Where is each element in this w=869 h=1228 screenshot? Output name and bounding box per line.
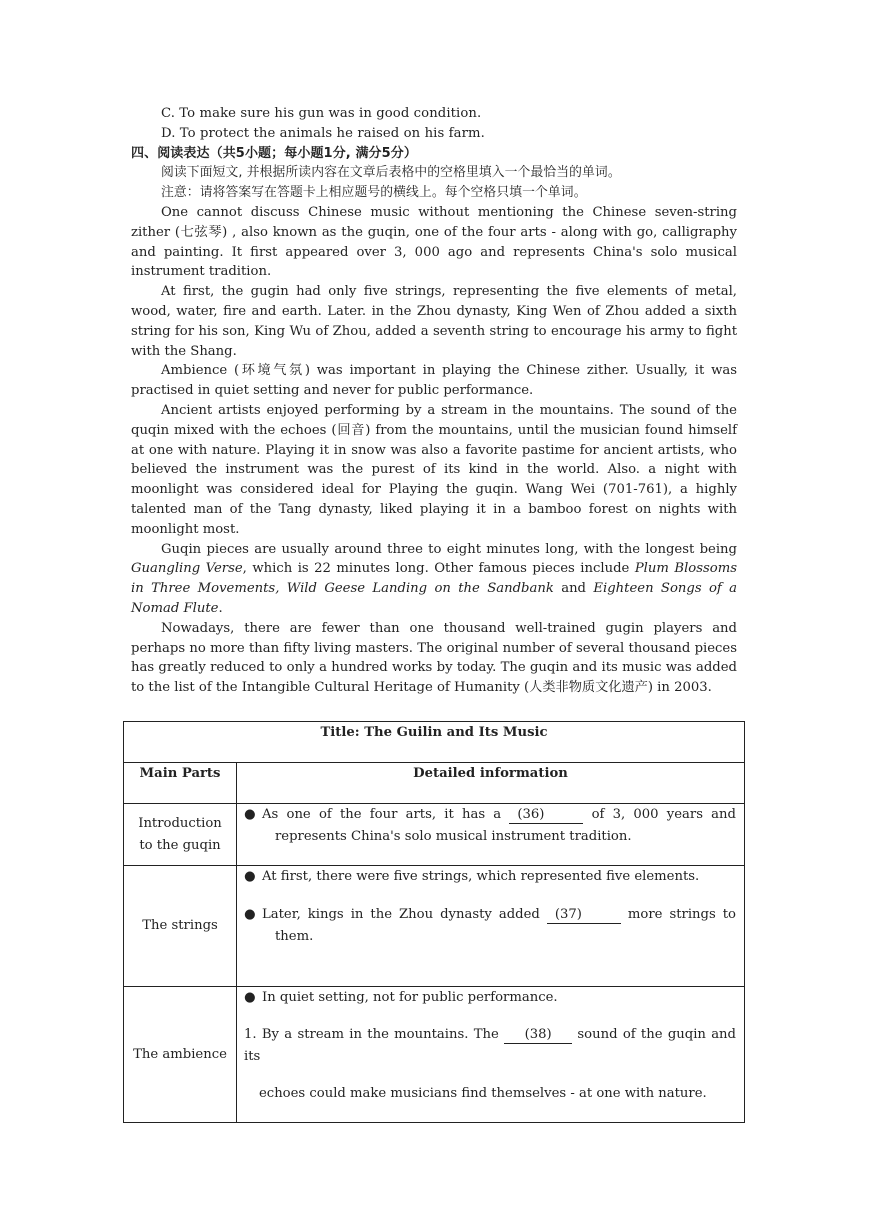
bullet-icon: ● [244, 869, 256, 884]
column-header-main-parts: Main Parts [124, 763, 237, 804]
table-row [124, 866, 745, 987]
document-page [131, 104, 737, 698]
part-cell-strings: The strings [124, 866, 237, 987]
blank-36[interactable]: (36) [509, 806, 583, 824]
detail-cell-ambience [237, 987, 745, 1123]
passage-paragraph-6: Nowadays, there are fewer than one thousand well-trained gugin players and perhaps no more than fifty living masters. The original number of several thousand pieces has greatly reduced to only a hundred works by today. The guqin and its music was added to the list of the Intangible Cultural Heritage of Humanity (人类非物质文化遗产) in 2003. [131, 620, 737, 696]
blank-38[interactable]: (38) [504, 1026, 572, 1044]
numbered-item-continuation: echoes could make musicians find themselves - at one with nature. [259, 1086, 707, 1101]
option-c: C. To make sure his gun was in good condition. [161, 106, 482, 121]
detail-cell-strings [237, 866, 745, 987]
blank-37[interactable]: (37) [547, 906, 621, 924]
bullet-text: At first, there were five strings, which represented five elements. [262, 869, 700, 884]
p5-text-b: , which is 22 minutes long. Other famous pieces include [242, 561, 635, 577]
part-cell-introduction [124, 804, 237, 866]
section-heading: 四、阅读表达（共5小题；每小题1分, 满分5分） [131, 145, 418, 161]
bullet-text: In quiet setting, not for public performance. [262, 990, 558, 1005]
bullet-text: more strings to them. [275, 907, 736, 944]
summary-table [123, 721, 745, 1123]
passage-paragraph-5 [131, 540, 737, 619]
part-label-line: to the guqin [139, 837, 221, 853]
column-header-detailed-information: Detailed information [237, 763, 745, 804]
table-row [124, 987, 745, 1123]
piece-title-plum-geese: Plum Blossoms in Three Movements, Wild Geese Landing on the Sandbank [131, 561, 737, 597]
detail-cell-introduction [237, 804, 745, 866]
table-row [124, 804, 745, 866]
p5-text-c: and [553, 581, 594, 597]
numbered-text: sound of the guqin and its [244, 1027, 736, 1064]
bullet-text: As one of the four arts, it has a [262, 807, 510, 822]
bullet-icon: ● [244, 907, 256, 922]
bullet-item [244, 987, 736, 1009]
numbered-text: 1. By a stream in the mountains. The [244, 1027, 505, 1042]
bullet-item [244, 804, 736, 848]
bullet-icon: ● [244, 990, 256, 1005]
bullet-text: of 3, 000 years and represents China's solo musical instrument tradition. [275, 807, 736, 844]
bullet-item [244, 866, 736, 888]
piece-title-guangling: Guangling Verse [131, 561, 243, 577]
numbered-item [244, 1024, 736, 1068]
table-title: Title: The Guilin and Its Music [124, 722, 745, 763]
passage-paragraph-1: One cannot discuss Chinese music without mentioning the Chinese seven-string zither (七弦琴) , also known as the guqin, one of the four arts - along with go, calligraphy and painting. It first appeared over 3, 000 ago and represents China's solo musical instrument tradition. [131, 204, 737, 280]
section-note: 注意：请将答案写在答题卡上相应题号的横线上。每个空格只填一个单词。 [161, 185, 587, 201]
passage-paragraph-2: At first, the gugin had only five strings, representing the five elements of metal, wood, water, fire and earth. Later. in the Zhou dynasty, King Wen of Zhou added a sixth string for his son, King Wu of Zhou, added a seventh string to encourage his army to fight with the Shang. [131, 284, 737, 359]
bullet-item [244, 904, 736, 948]
piece-title-eighteen-songs: Eighteen Songs of a Nomad Flute [131, 581, 737, 616]
p5-text-a: Guqin pieces are usually around three to eight minutes long, with the longest being [161, 541, 737, 557]
p5-text-d: . [218, 600, 223, 616]
section-instruction: 阅读下面短文, 并根据所读内容在文章后表格中的空格里填入一个最恰当的单词。 [161, 165, 621, 181]
part-cell-ambience: The ambience [124, 987, 237, 1123]
passage-paragraph-4: Ancient artists enjoyed performing by a stream in the mountains. The sound of the quqin mixed with the echoes (回音) from the mountains, until the musician found himself at one with nature. Playing it in snow was also a favorite pastime for ancient artists, who believed the instrument was the purest of its kind in the world. Also. a night with moonlight was considered ideal for Playing the guqin. Wang Wei (701-761), a highly talented man of the Tang dynasty, liked playing it in a bamboo forest on nights with moonlight most. [131, 402, 737, 537]
bullet-icon: ● [244, 807, 256, 822]
bullet-text: Later, kings in the Zhou dynasty added [262, 907, 547, 922]
passage-paragraph-3: Ambience (环境气氛) was important in playing the Chinese zither. Usually, it was practised in quiet setting and never for public performance. [131, 363, 737, 399]
option-d: D. To protect the animals he raised on his farm. [161, 125, 485, 141]
part-label-line: Introduction [138, 815, 222, 831]
